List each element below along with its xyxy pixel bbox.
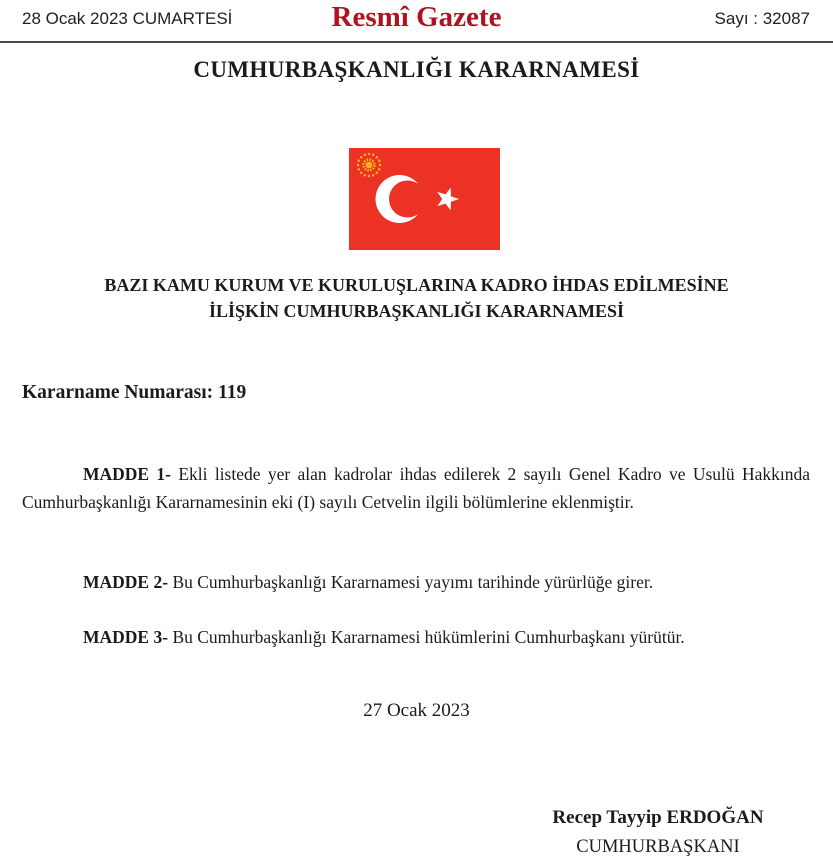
signatory-title: CUMHURBAŞKANI <box>576 837 740 857</box>
article-1-label: MADDE 1- <box>83 464 172 484</box>
article-3-label: MADDE 3- <box>83 627 169 647</box>
decree-title <box>0 272 833 324</box>
turkish-presidential-flag-image <box>349 148 500 250</box>
decree-title-line1: BAZI KAMU KURUM VE KURULUŞLARINA KADRO İHDAS EDİLMESİNE <box>104 275 729 295</box>
masthead-title: Resmî Gazete <box>331 1 502 33</box>
decree-number: Kararname Numarası: 119 <box>22 382 247 403</box>
article-1-text: Ekli listede yer alan kadrolar ihdas edilerek 2 sayılı Genel Kadro ve Usulü Hakkında Cumhurbaşkanlığı Kararnamesinin eki (I) sayılı Cetvelin ilgili bölümlerine eklenmiştir. <box>22 464 810 512</box>
article-2-label: MADDE 2- <box>83 572 169 592</box>
article-2-text: Bu Cumhurbaşkanlığı Kararnamesi yayımı tarihinde yürürlüğe girer. <box>168 572 654 592</box>
decree-date: 27 Ocak 2023 <box>363 700 470 721</box>
article-3-text: Bu Cumhurbaşkanlığı Kararnamesi hükümlerini Cumhurbaşkanı yürütür. <box>168 627 685 647</box>
doc-type-title: CUMHURBAŞKANLIĞI KARARNAMESİ <box>193 57 640 82</box>
article-3 <box>22 624 810 652</box>
masthead-issue-number: Sayı : 32087 <box>714 9 810 28</box>
masthead-divider <box>0 41 833 43</box>
masthead-date: 28 Ocak 2023 CUMARTESİ <box>22 9 233 28</box>
signatory-name: Recep Tayyip ERDOĞAN <box>552 807 764 828</box>
article-2 <box>22 569 810 597</box>
decree-title-line2: İLİŞKİN CUMHURBAŞKANLIĞI KARARNAMESİ <box>208 301 625 321</box>
signature-block <box>488 803 828 862</box>
article-1 <box>22 461 810 516</box>
